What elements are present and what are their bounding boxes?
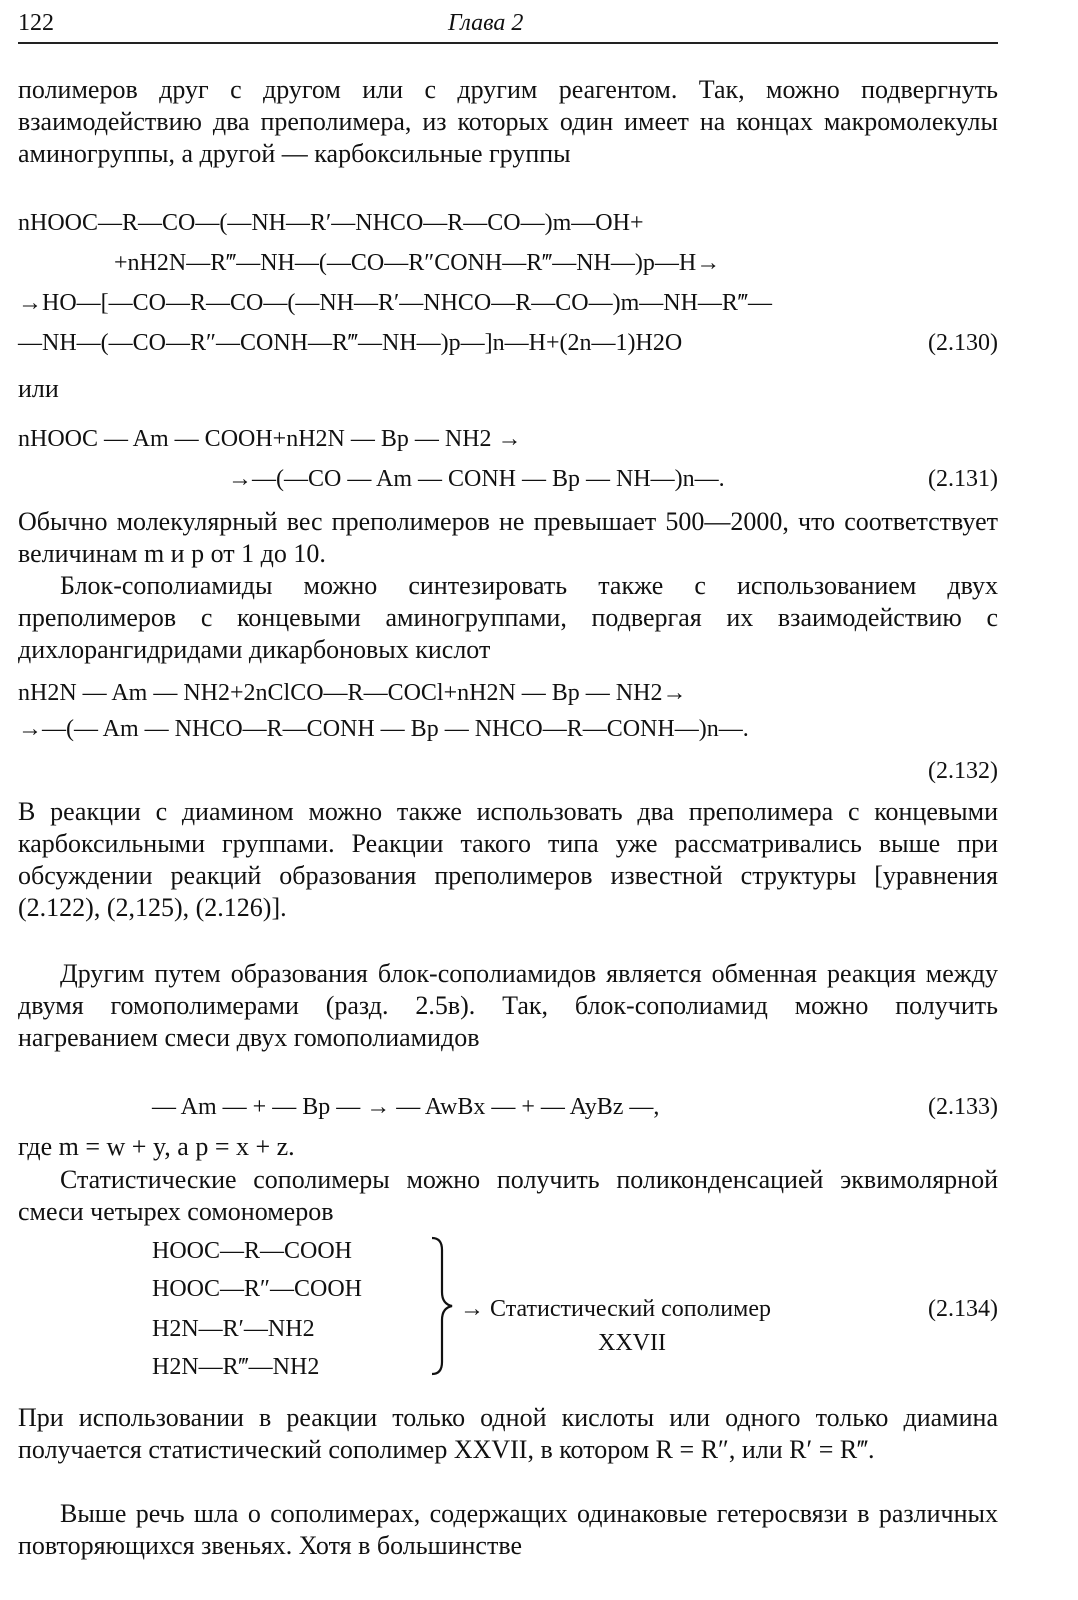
page-header xyxy=(18,6,1018,40)
equation-line: — Am — + — Bp — → — AwBx — + — AyBz —, xyxy=(152,1094,660,1120)
paragraph: Статистические сополимеры можно получить поликонденсацией эквимолярной смеси четырех сомономеров xyxy=(18,1165,998,1226)
equation-line: nHOOC—R—CO—(—NH—R′—NHCO—R—CO—)m—OH+ xyxy=(18,210,644,236)
equation-line: →—(— Am — NHCO—R—CONH — Bp — NHCO—R—CONH—)n—. xyxy=(18,716,749,742)
equation-line: —NH—(—CO—R″—CONH—R‴—NH—)p—]n—H+(2n—1)H2O xyxy=(18,330,683,356)
equation-line: nHOOC — Am — COOH+nH2N — Bp — NH2 → xyxy=(18,426,522,452)
monomer-formula: H2N—R′—NH2 xyxy=(152,1316,315,1342)
paragraph: При использовании в реакции только одной кислоты или одного только диамина получается статистический сополимер XXVII, в котором R = R″, или R′ = R‴. xyxy=(18,1403,998,1464)
equation-number: (2.131) xyxy=(928,466,998,492)
running-title: Глава 2 xyxy=(448,10,524,36)
monomer-formula: H2N—R‴—NH2 xyxy=(152,1354,320,1380)
equation-line: →—(—CO — Am — CONH — Bp — NH—)n—. xyxy=(228,466,725,492)
paragraph: Другим путем образования блок-сополиамидов является обменная реакция между двумя гомополимерами (разд. 2.5в). Так, блок-сополиамид можно получить нагреванием смеси двух гомополиамидов xyxy=(18,959,998,1052)
equation-number: (2.133) xyxy=(928,1094,998,1120)
monomer-formula: HOOC—R—COOH xyxy=(152,1238,353,1264)
paragraph: полимеров друг с другом или с другим реагентом. Так, можно подвергнуть взаимодействию два преполимера, из которых один имеет на концах макромолекулы аминогруппы, а другой — карбоксильные группы xyxy=(18,75,998,168)
paragraph: В реакции с диамином можно также использовать два преполимера с концевыми карбоксильными группами. Реакции такого типа уже рассматривались выше при обсуждении реакций образования преполимеров известной структуры [уравнения (2.122), (2,125), (2.126)]. xyxy=(18,797,998,922)
product-label: → Статистический сополимер xyxy=(460,1296,771,1322)
page-number: 122 xyxy=(18,10,54,36)
equation-number: (2.134) xyxy=(928,1296,998,1322)
definition-text: где m = w + y, а p = x + z. xyxy=(18,1132,295,1161)
monomer-formula: HOOC—R″—COOH xyxy=(152,1276,363,1302)
equation-line: nH2N — Am — NH2+2nClCO—R—COCl+nH2N — Bp — NH2→ xyxy=(18,680,687,706)
connective-text: или xyxy=(18,374,59,403)
right-brace xyxy=(428,1236,454,1376)
header-rule xyxy=(18,42,998,44)
equation-number: (2.130) xyxy=(928,330,998,356)
equation-line: →HO—[—CO—R—CO—(—NH—R′—NHCO—R—CO—)m—NH—R‴— xyxy=(18,290,772,316)
copolymer-number: XXVII xyxy=(598,1330,666,1356)
paragraph: Выше речь шла о сополимерах, содержащих одинаковые гетеросвязи в различных повторяющихся звеньях. Хотя в большинстве xyxy=(18,1499,998,1560)
equation-number: (2.132) xyxy=(928,758,998,784)
paragraph: Обычно молекулярный вес преполимеров не превышает 500—2000, что соответствует величинам m и p от 1 до 10. xyxy=(18,507,998,568)
equation-line: +nH2N—R‴—NH—(—CO—R″CONH—R‴—NH—)p—H→ xyxy=(114,250,721,276)
paragraph: Блок-сополиамиды можно синтезировать также с использованием двух преполимеров с концевыми аминогруппами, подвергая их взаимодействию с дихлорангидридами дикарбоновых кислот xyxy=(18,571,998,664)
